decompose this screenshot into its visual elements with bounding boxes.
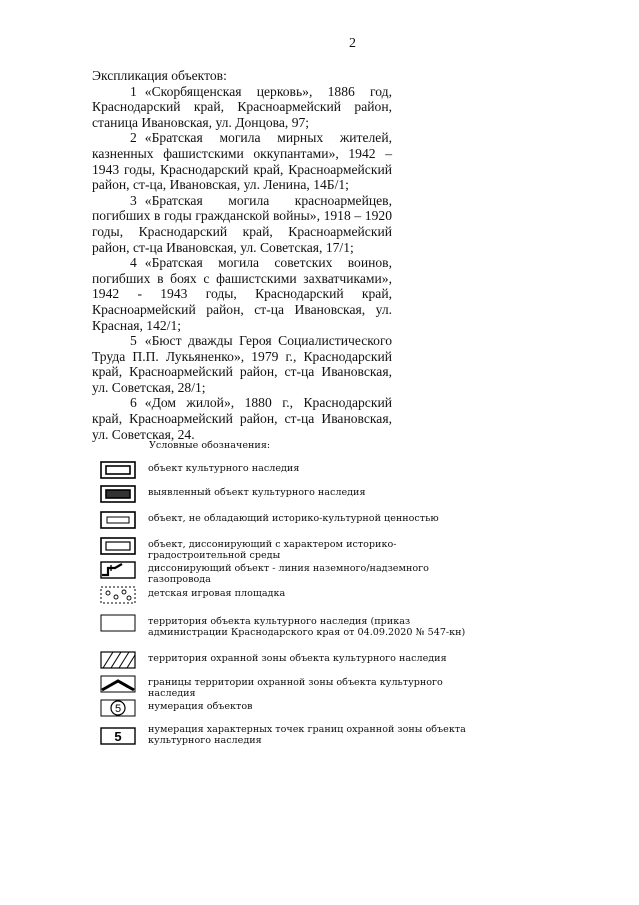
no-heritage-value-icon [100, 510, 136, 530]
legend-label: территория охранной зоны объекта культурного наследия [148, 653, 447, 664]
dissonant-object-icon [100, 536, 136, 556]
explication-item [92, 395, 392, 442]
item-number: 5 [130, 333, 137, 349]
legend-label: нумерация объектов [148, 701, 253, 712]
object-number-icon [100, 698, 136, 718]
playground-icon [100, 585, 136, 605]
legend-label: границы территории охранной зоны объекта культурного наследия [148, 677, 443, 699]
item-text: «Братская могила мирных жителей, казненных фашистскими оккупантами», 1942 – 1943 годы, Краснодарский край, Красноармейский район, ст-ца, Ивановская, ул. Ленина, 14Б/1; [92, 130, 392, 193]
explication-heading: Экспликация объектов: [92, 68, 227, 83]
boundary-point-symbol: 5 [114, 729, 122, 744]
item-number: 2 [130, 130, 137, 146]
legend-label: объект, диссонирующий с характером историко-градостроительной среды [148, 539, 397, 561]
legend-label: диссонирующий объект - линия наземного/надземного газопровода [148, 563, 429, 585]
item-text: «Братская могила красноармейцев, погибших в годы гражданской войны», 1918 – 1920 годы, Краснодарский край, Красноармейский район, ст-ца Ивановская, ул. Советская, 17/1; [92, 192, 392, 255]
boundary-point-number-icon [100, 726, 136, 746]
item-text: «Братская могила советских воинов, погибших в боях с фашистскими захватчиками», 1942 - 1943 годы, Краснодарский край, Красноармейский район, ст-ца Ивановская, ул. Красная, 142/1; [92, 255, 392, 333]
objects-explication [92, 68, 392, 442]
identified-heritage-icon [100, 484, 136, 504]
explication-item [92, 130, 392, 192]
explication-item [92, 333, 392, 395]
item-number: 1 [130, 83, 137, 99]
gas-pipeline-icon [100, 560, 136, 580]
legend-label: объект культурного наследия [148, 463, 300, 474]
item-number: 6 [130, 395, 137, 411]
heritage-territory-icon [100, 613, 136, 633]
legend-label: территория объекта культурного наследия (приказ администрации Краснодарского края от 04.09.2020 № 547-кн) [148, 616, 466, 638]
legend-label: выявленный объект культурного наследия [148, 487, 366, 498]
item-number: 3 [130, 192, 137, 208]
page-number: 2 [349, 36, 356, 51]
item-number: 4 [130, 255, 137, 271]
cultural-heritage-icon [100, 460, 136, 480]
legend-label: нумерация характерных точек границ охранной зоны объекта культурного наследия [148, 724, 466, 746]
item-text: «Бюст дважды Героя Социалистического Труда П.П. Лукьяненко», 1979 г., Краснодарский край, Красноармейский район, ст-ца Ивановская, ул. Советская, 28/1; [92, 333, 392, 395]
item-text: «Дом жилой», 1880 г., Краснодарский край, Красноармейский район, ст-ца Ивановская, ул. Советская, 24. [92, 395, 392, 442]
item-text: «Скорбященская церковь», 1886 год, Краснодарский край, Красноармейский район, станица Ивановская, ул. Донцова, 97; [92, 83, 392, 130]
zone-boundary-icon [100, 674, 136, 694]
hatched-zone-icon [100, 650, 136, 670]
object-number-symbol: 5 [114, 703, 122, 715]
explication-item [92, 193, 392, 255]
legend-label: объект, не обладающий историко-культурной ценностью [148, 513, 439, 524]
legend-label: детская игровая площадка [148, 588, 286, 599]
explication-item [92, 255, 392, 333]
legend-title: Условные обозначения: [149, 440, 271, 451]
explication-item [92, 84, 392, 131]
